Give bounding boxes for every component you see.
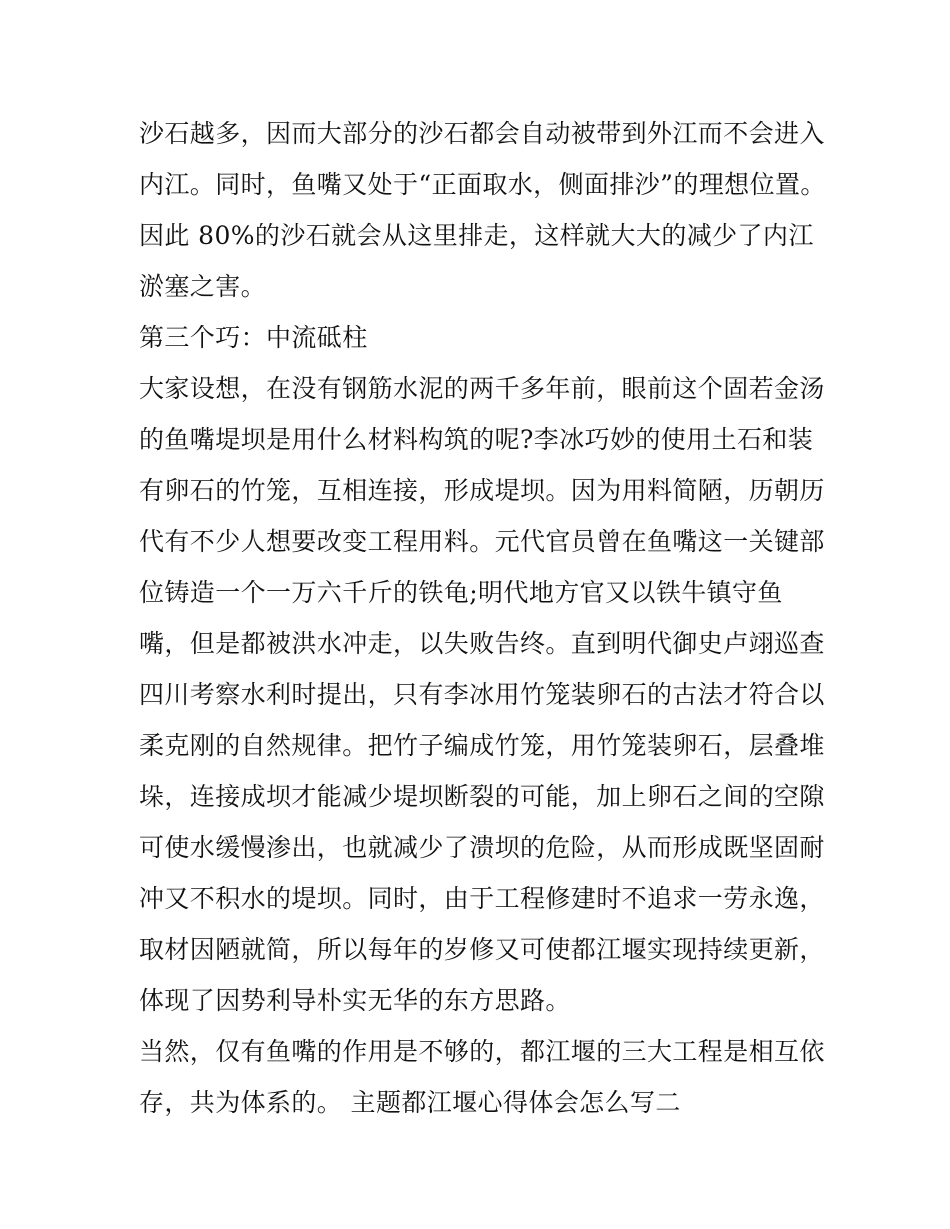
text-line: 内江。同时，鱼嘴又处于“正面取水，侧面排沙”的理想位置。 — [139, 170, 826, 199]
text-line: 大家设想，在没有钢筋水泥的两千多年前，眼前这个固若金汤 — [139, 374, 825, 403]
section-heading: 第三个巧：中流砥柱 — [139, 323, 368, 352]
text-line: 沙石越多，因而大部分的沙石都会自动被带到外江而不会进入 — [139, 119, 825, 148]
text-line: 垛，连接成坝才能减少堤坝断裂的可能，加上卵石之间的空隙 — [139, 782, 825, 811]
text-line: 柔克刚的自然规律。把竹子编成竹笼，用竹笼装卵石，层叠堆 — [139, 731, 825, 760]
text-line: 四川考察水利时提出，只有李冰用竹笼装卵石的古法才符合以 — [139, 680, 825, 709]
text-line: 冲又不积水的堤坝。同时，由于工程修建时不追求一劳永逸， — [139, 884, 825, 913]
text-line: 嘴，但是都被洪水冲走，以失败告终。直到明代御史卢翊巡查 — [139, 629, 825, 658]
text-line: 取材因陋就简，所以每年的岁修又可使都江堰实现持续更新， — [139, 935, 825, 964]
text-line: 存，共为体系的。 主题都江堰心得体会怎么写二 — [139, 1088, 681, 1117]
text-line: 的鱼嘴堤坝是用什么材料构筑的呢?李冰巧妙的使用土石和装 — [139, 425, 814, 454]
text-line: 代有不少人想要改变工程用料。元代官员曾在鱼嘴这一关键部 — [139, 527, 825, 556]
document-body — [139, 108, 826, 1128]
text-line: 体现了因势利导朴实无华的东方思路。 — [139, 986, 571, 1015]
text-line: 当然，仅有鱼嘴的作用是不够的，都江堰的三大工程是相互依 — [139, 1037, 825, 1066]
text-line: 淤塞之害。 — [139, 272, 267, 301]
text-line: 可使水缓慢渗出，也就减少了溃坝的危险，从而形成既坚固耐 — [139, 833, 825, 862]
text-line: 有卵石的竹笼，互相连接，形成堤坝。因为用料简陋，历朝历 — [139, 476, 825, 505]
text-line: 位铸造一个一万六千斤的铁龟;明代地方官又以铁牛镇守鱼 — [139, 578, 783, 607]
text-line: 因此 80%的沙石就会从这里排走，这样就大大的减少了内江 — [139, 221, 814, 250]
